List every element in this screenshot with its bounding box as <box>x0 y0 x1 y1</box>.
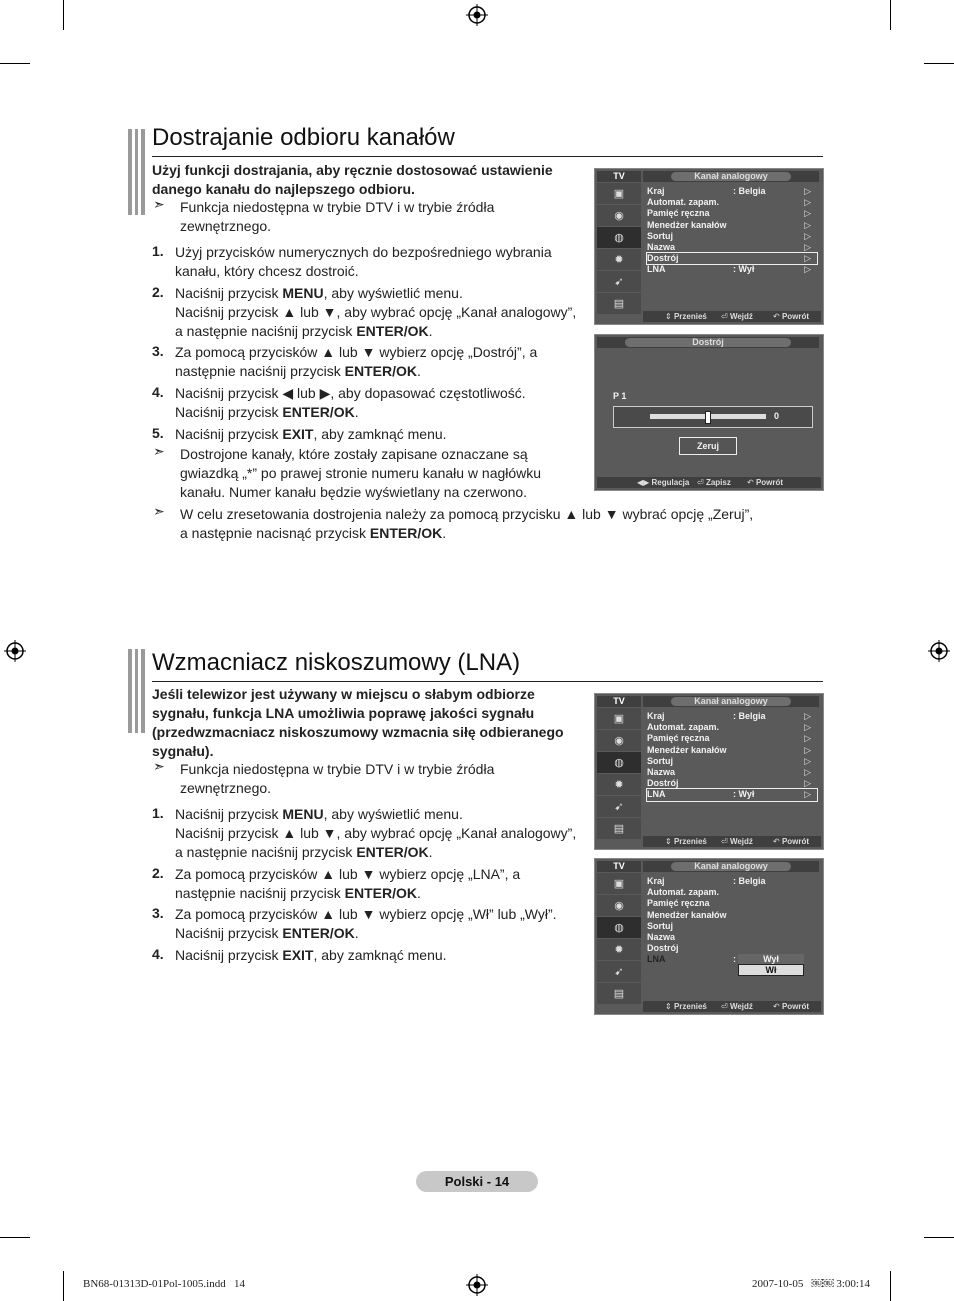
application-icon[interactable]: ▤ <box>597 818 641 839</box>
menu-item-dostroj[interactable]: Dostrój ▷ <box>647 253 817 264</box>
menu-item-pamiec[interactable]: Pamięć ręczna ▷ <box>647 208 811 219</box>
title-underline <box>152 156 823 157</box>
step-text: Za pomocą przycisków ▲ lub ▼ wybierz opcję „Wł” lub „Wył”. Naciśnij przycisk ENTER/OK. <box>175 906 557 941</box>
menu-item-nazwa[interactable]: Nazwa ▷ <box>647 766 811 777</box>
registration-mark-icon <box>466 4 488 26</box>
menu-sidebar <box>597 873 641 1005</box>
menu-item-sortuj[interactable]: Sortuj ▷ <box>647 230 811 241</box>
picture-icon[interactable]: ▣ <box>597 183 641 204</box>
input-icon[interactable]: ➹ <box>597 271 641 292</box>
menu-item-menedzer[interactable]: Menedżer kanałów <box>647 909 727 920</box>
registration-mark-icon <box>466 1274 488 1296</box>
menu-item-kraj[interactable]: Kraj : Belgia ▷ <box>647 711 811 721</box>
slider-knob[interactable] <box>705 411 711 424</box>
menu-item-sortuj[interactable]: Sortuj ▷ <box>647 755 811 766</box>
step-number: 2. <box>152 865 164 881</box>
step-text: Naciśnij przycisk EXIT, aby zamknąć menu. <box>175 947 447 963</box>
crop-mark <box>890 1271 891 1301</box>
registration-mark-icon <box>928 640 950 662</box>
section-lead: Użyj funkcji dostrajania, aby ręcznie dostosować ustawienie danego kanału do najlepszego odbioru. <box>152 162 553 197</box>
section-bar <box>128 129 145 215</box>
crop-mark <box>63 1271 64 1301</box>
tv-menu-screen <box>594 858 824 1015</box>
registration-mark-icon <box>4 640 26 662</box>
menu-item-kraj[interactable]: Kraj : Belgia ▷ <box>647 186 811 196</box>
menu-item-lna[interactable]: LNA : Wył ▷ <box>647 789 817 800</box>
note-text: Funkcja niedostępna w trybie DTV i w trybie źródła zewnętrznego. <box>180 761 495 796</box>
note-text: W celu zresetowania dostrojenia należy za pomocą przycisku ▲ lub ▼ wybrać opcję „Zeruj”, a następnie nacisnąć przycisk ENTER/OK. <box>180 506 754 541</box>
slider-box <box>613 406 813 428</box>
section-title: Wzmacniacz niskoszumowy (LNA) <box>152 649 521 676</box>
tv-menu-screen <box>594 168 824 325</box>
step-number: 1. <box>152 805 164 821</box>
step-number: 5. <box>152 425 164 441</box>
menu-footer: ⇕ Przenieś ⏎ Wejdź ↶ Powrót <box>643 1001 821 1012</box>
note-arrow-icon: ➣ <box>153 443 165 459</box>
step-text: Naciśnij przycisk EXIT, aby zamknąć menu. <box>175 426 447 442</box>
menu-item-menedzer[interactable]: Menedżer kanałów ▷ <box>647 744 811 755</box>
step-text: Naciśnij przycisk ◀ lub ▶, aby dopasować częstotliwość. Naciśnij przycisk ENTER/OK. <box>175 385 526 420</box>
crop-mark <box>924 63 954 64</box>
title-underline <box>152 681 823 682</box>
application-icon[interactable]: ▤ <box>597 983 641 1004</box>
menu-item-pamiec[interactable]: Pamięć ręczna <box>647 898 710 909</box>
tv-tag: TV <box>597 171 641 182</box>
picture-icon[interactable]: ▣ <box>597 708 641 729</box>
menu-header: Dostrój <box>597 337 819 348</box>
dropdown-option-selected[interactable]: Wł <box>738 964 804 976</box>
menu-header: Kanał analogowy <box>643 861 819 872</box>
menu-item-nazwa[interactable]: Nazwa ▷ <box>647 241 811 252</box>
crop-mark <box>0 1237 30 1238</box>
menu-footer: ⇕ Przenieś ⏎ Wejdź ↶ Powrót <box>643 311 821 322</box>
step-number: 2. <box>152 284 164 300</box>
menu-item-pamiec[interactable]: Pamięć ręczna ▷ <box>647 733 811 744</box>
channel-label: P 1 <box>613 391 627 401</box>
section-bar <box>128 649 145 733</box>
step-number: 3. <box>152 343 164 359</box>
picture-icon[interactable]: ▣ <box>597 873 641 894</box>
page-number-badge: Polski - 14 <box>416 1171 538 1192</box>
menu-item-automat[interactable]: Automat. zapam. ▷ <box>647 722 811 733</box>
lna-dropdown[interactable] <box>738 954 804 976</box>
channel-icon[interactable]: ◍ <box>597 917 641 938</box>
input-icon[interactable]: ➹ <box>597 796 641 817</box>
channel-icon[interactable]: ◍ <box>597 752 641 773</box>
note-arrow-icon: ➣ <box>153 503 165 519</box>
menu-item-dostroj[interactable]: Dostrój <box>647 943 679 954</box>
application-icon[interactable]: ▤ <box>597 293 641 314</box>
menu-item-nazwa[interactable]: Nazwa <box>647 931 676 942</box>
crop-mark <box>0 63 30 64</box>
menu-item-menedzer[interactable]: Menedżer kanałów ▷ <box>647 219 811 230</box>
note-arrow-icon: ➣ <box>153 758 165 774</box>
menu-header: Kanał analogowy <box>643 171 819 182</box>
step-number: 4. <box>152 946 164 962</box>
fine-tune-screen <box>594 334 824 491</box>
reset-button[interactable]: Zeruj <box>679 437 737 455</box>
menu-item-lna[interactable]: LNA : Wył ▷ <box>647 264 811 275</box>
slider-value: 0 <box>774 411 780 421</box>
menu-item-lna[interactable]: LNA : <box>647 954 736 965</box>
step-text: Naciśnij przycisk MENU, aby wyświetlić menu. Naciśnij przycisk ▲ lub ▼, aby wybrać opcję „Kanał analogowy”, a następnie naciśnij przycisk ENTER/OK. <box>175 806 577 860</box>
step-text: Użyj przycisków numerycznych do bezpośredniego wybrania kanału, który chcesz dostroić. <box>175 244 552 279</box>
tv-tag: TV <box>597 696 641 707</box>
menu-sidebar <box>597 708 641 840</box>
menu-item-automat[interactable]: Automat. zapam. ▷ <box>647 197 811 208</box>
step-number: 3. <box>152 905 164 921</box>
menu-item-kraj[interactable]: Kraj : Belgia <box>647 876 766 886</box>
menu-item-automat[interactable]: Automat. zapam. <box>647 887 720 898</box>
menu-item-sortuj[interactable]: Sortuj <box>647 920 673 931</box>
step-number: 1. <box>152 243 164 259</box>
sound-icon[interactable]: ◉ <box>597 730 641 751</box>
step-text: Za pomocą przycisków ▲ lub ▼ wybierz opcję „Dostrój”, a następnie naciśnij przycisk ENTER/OK. <box>175 344 538 379</box>
slider-track[interactable] <box>650 414 766 419</box>
crop-mark <box>63 0 64 30</box>
setup-icon[interactable]: ✹ <box>597 774 641 795</box>
section-lead: Jeśli telewizor jest używany w miejscu o słabym odbiorze sygnału, funkcja LNA umożliwia poprawę jakości sygnału (przedwzmacniacz niskoszumowy wzmacnia siłę odbieranego sygnału). <box>152 686 564 759</box>
menu-item-dostroj[interactable]: Dostrój ▷ <box>647 778 811 789</box>
channel-icon[interactable]: ◍ <box>597 227 641 248</box>
note-text: Funkcja niedostępna w trybie DTV i w trybie źródła zewnętrznego. <box>180 199 495 234</box>
input-icon[interactable]: ➹ <box>597 961 641 982</box>
note-text: Dostrojone kanały, które zostały zapisane oznaczane są gwiazdką „*” po prawej stronie numeru kanału w nagłówku kanału. Numer kanału będzie wyświetlany na czerwono. <box>180 446 542 500</box>
sound-icon[interactable]: ◉ <box>597 205 641 226</box>
step-text: Naciśnij przycisk MENU, aby wyświetlić menu. Naciśnij przycisk ▲ lub ▼, aby wybrać opcję „Kanał analogowy”, a następnie naciśnij przycisk ENTER/OK. <box>175 285 577 339</box>
menu-footer: ⇕ Przenieś ⏎ Wejdź ↶ Powrót <box>643 836 821 847</box>
section-title: Dostrajanie odbioru kanałów <box>152 124 455 151</box>
menu-sidebar <box>597 183 641 315</box>
crop-mark <box>890 0 891 30</box>
note-arrow-icon: ➣ <box>153 196 165 212</box>
tv-tag: TV <box>597 861 641 872</box>
setup-icon[interactable]: ✹ <box>597 939 641 960</box>
sound-icon[interactable]: ◉ <box>597 895 641 916</box>
step-number: 4. <box>152 384 164 400</box>
step-text: Za pomocą przycisków ▲ lub ▼ wybierz opcję „LNA”, a następnie naciśnij przycisk ENTER/OK. <box>175 866 521 901</box>
crop-mark <box>924 1237 954 1238</box>
menu-footer: ◀▶ Regulacja ⏎ Zapisz ↶ Powrót <box>597 477 821 488</box>
dropdown-option[interactable]: Wył <box>738 954 804 964</box>
setup-icon[interactable]: ✹ <box>597 249 641 270</box>
tv-menu-screen <box>594 693 824 850</box>
print-timestamp: 2007-10-05 ￼￼ 3:00:14 <box>752 1278 870 1290</box>
print-file-name: BN68-01313D-01Pol-1005.indd 14 <box>83 1278 245 1290</box>
menu-header: Kanał analogowy <box>643 696 819 707</box>
